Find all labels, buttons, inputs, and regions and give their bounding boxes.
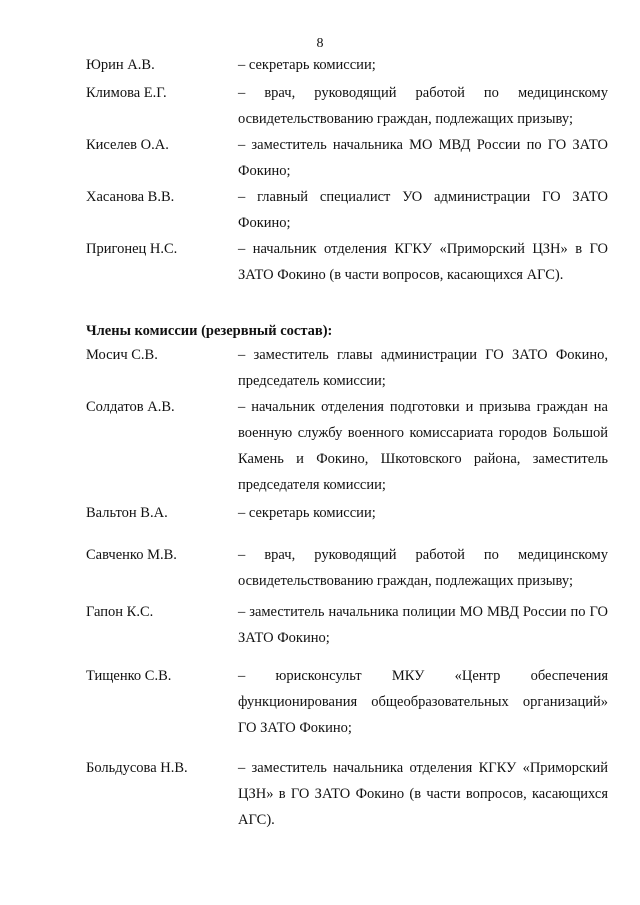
member-name: Тищенко С.В. <box>86 668 172 684</box>
member-name: Климова Е.Г. <box>86 85 167 101</box>
member-role: – начальник отделения КГКУ «Приморский ЦЗН» в ГО ЗАТО Фокино (в части вопросов, касающихся АГС). <box>238 241 608 283</box>
member-role: – заместитель начальника полиции МО МВД России по ГО ЗАТО Фокино; <box>238 604 608 646</box>
member-name: Больдусова Н.В. <box>86 760 188 776</box>
member-name: Киселев О.А. <box>86 137 169 153</box>
member-name: Савченко М.В. <box>86 547 177 563</box>
member-role: – врач, руководящий работой по медицинскому освидетельствованию граждан, подлежащих призыву; <box>238 85 608 127</box>
member-role: – заместитель начальника отделения КГКУ «Приморский ЦЗН» в ГО ЗАТО Фокино (в части вопросов, касающихся АГС). <box>238 760 608 828</box>
member-name: Хасанова В.В. <box>86 189 175 205</box>
member-role: – главный специалист УО администрации ГО ЗАТО Фокино; <box>238 189 608 231</box>
member-name: Мосич С.В. <box>86 347 158 363</box>
member-name: Гапон К.С. <box>86 604 154 620</box>
reserve-heading: Члены комиссии (резервный состав): <box>86 323 333 339</box>
member-role: – секретарь комиссии; <box>238 505 376 521</box>
member-role: – врач, руководящий работой по медицинскому освидетельствованию граждан, подлежащих призыву; <box>238 547 608 589</box>
member-role: – заместитель начальника МО МВД России по ГО ЗАТО Фокино; <box>238 137 608 179</box>
page-number: 8 <box>316 36 324 51</box>
member-name: Вальтон В.А. <box>86 505 168 521</box>
member-role: – секретарь комиссии; <box>238 57 376 73</box>
member-role: – заместитель главы администрации ГО ЗАТО Фокино, председатель комиссии; <box>238 347 608 389</box>
member-role: – юрисконсульт МКУ «Центр обеспечения функционирования общеобразовательных организаций» ГО ЗАТО Фокино; <box>238 668 608 736</box>
member-name: Солдатов А.В. <box>86 399 175 415</box>
member-name: Пригонец Н.С. <box>86 241 178 257</box>
member-name: Юрин А.В. <box>86 57 155 73</box>
member-role: – начальник отделения подготовки и призыва граждан на военную службу военного комиссариата городов Большой Камень и Фокино, Шкотовского района, заместитель председателя комиссии; <box>238 399 608 493</box>
